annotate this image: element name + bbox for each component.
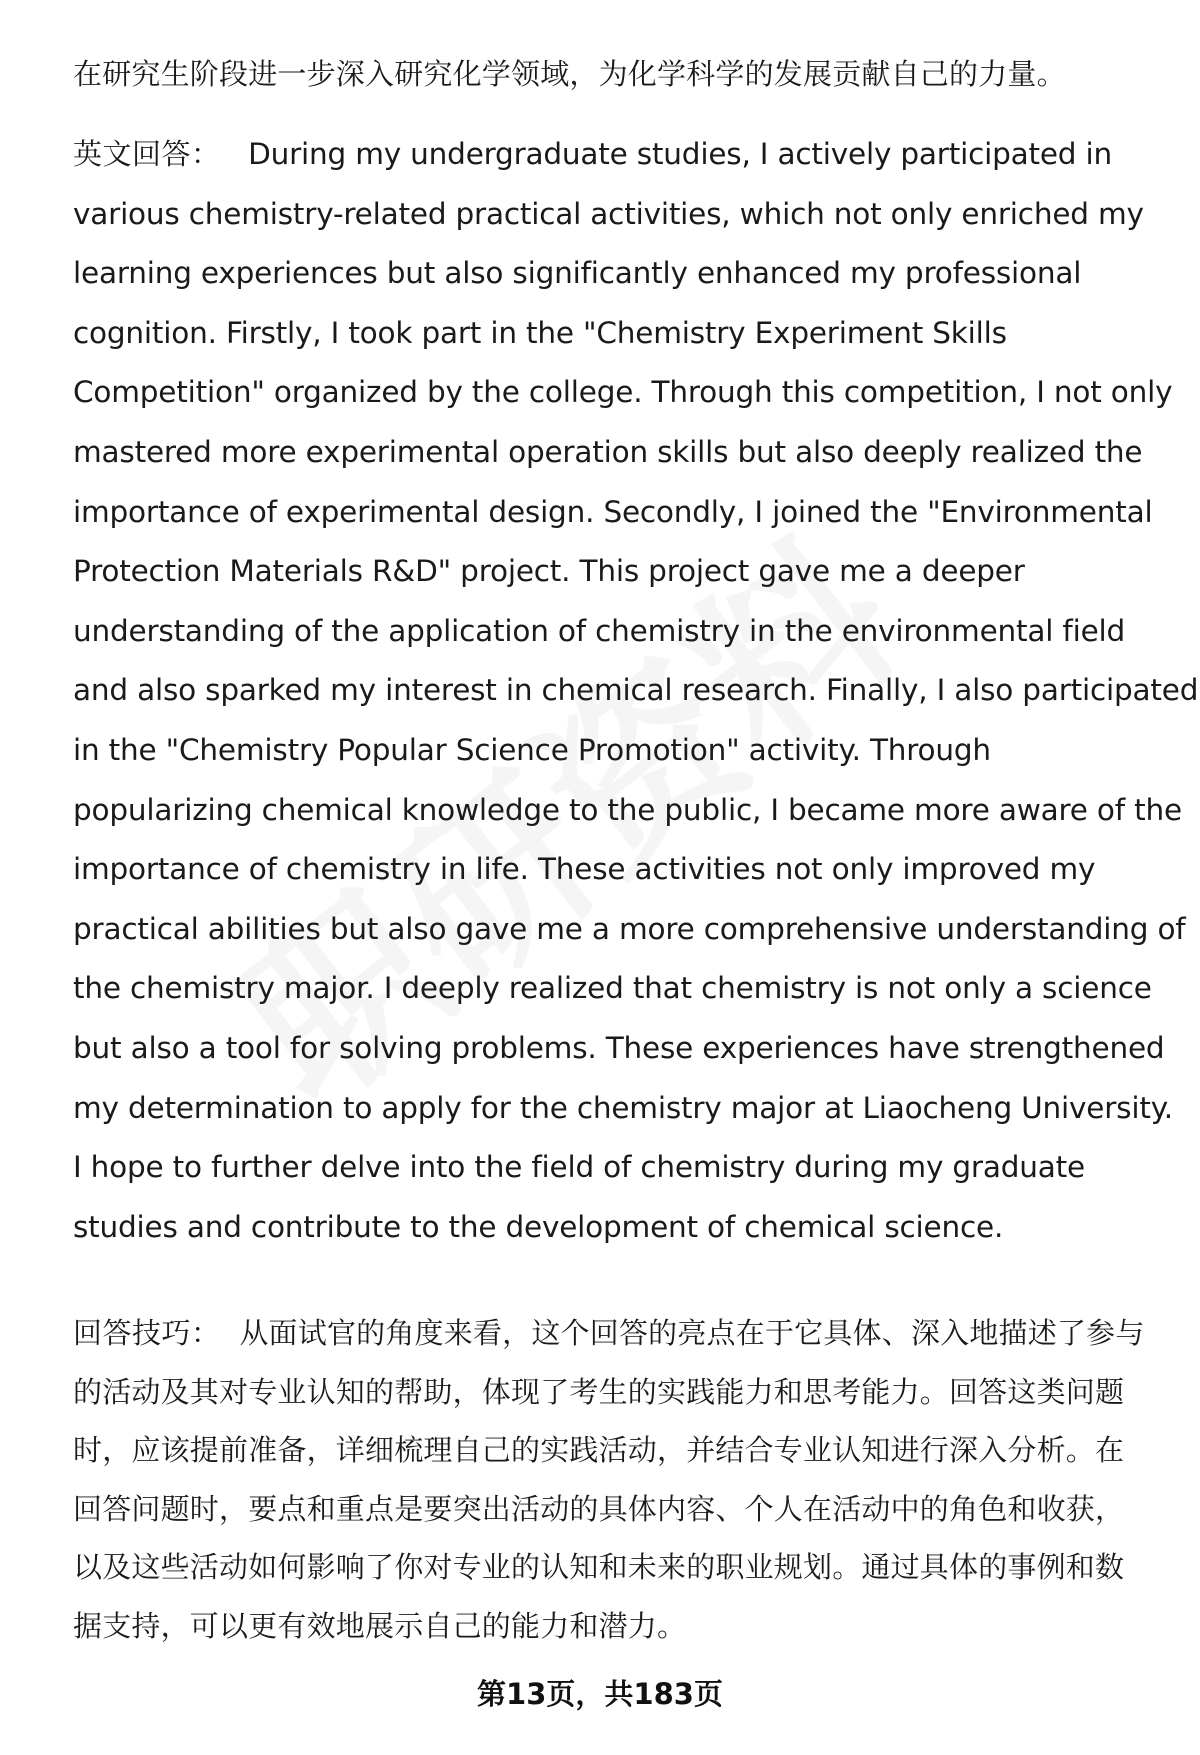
answer-tips-line: 以及这些活动如何影响了你对专业的认知和未来的职业规划。通过具体的事例和数	[73, 1550, 1125, 1584]
english-answer-line: 英文回答： During my undergraduate studies, I actively participated in	[73, 137, 1113, 171]
english-answer-line: the chemistry major. I deeply realized that chemistry is not only a science	[73, 971, 1152, 1006]
page-number-footer: 第13页，共183页	[477, 1677, 723, 1711]
answer-tips-line: 回答技巧： 从面试官的角度来看，这个回答的亮点在于它具体、深入地描述了参与	[73, 1316, 1145, 1350]
intro-line: 在研究生阶段进一步深入研究化学领域，为化学科学的发展贡献自己的力量。	[73, 57, 1066, 91]
english-answer-line: and also sparked my interest in chemical research. Finally, I also participated	[73, 673, 1199, 708]
english-answer-line: my determination to apply for the chemistry major at Liaocheng University.	[73, 1090, 1173, 1125]
answer-tips-paragraph	[73, 1304, 1165, 1655]
answer-tips-line: 据支持，可以更有效地展示自己的能力和潜力。	[73, 1608, 687, 1643]
english-answer-line: importance of chemistry in life. These activities not only improved my	[73, 852, 1096, 887]
english-answer-line: practical abilities but also gave me a more comprehensive understanding of	[73, 911, 1186, 946]
english-answer-line: learning experiences but also significantly enhanced my professional	[73, 256, 1082, 291]
intro-paragraph	[73, 45, 1165, 104]
answer-tips-line: 时，应该提前准备，详细梳理自己的实践活动，并结合专业认知进行深入分析。在	[73, 1433, 1125, 1467]
english-answer-paragraph	[73, 125, 1199, 1257]
english-answer-line: I hope to further delve into the field of chemistry during my graduate	[73, 1150, 1085, 1185]
answer-tips-line: 的活动及其对专业认知的帮助，体现了考生的实践能力和思考能力。回答这类问题	[73, 1374, 1125, 1409]
english-answer-line: importance of experimental design. Secondly, I joined the "Environmental	[73, 494, 1153, 529]
english-answer-line: mastered more experimental operation skills but also deeply realized the	[73, 434, 1143, 469]
english-answer-line: cognition. Firstly, I took part in the "Chemistry Experiment Skills	[73, 315, 1007, 350]
english-answer-line: studies and contribute to the development of chemical science.	[73, 1209, 1004, 1244]
english-answer-line: Protection Materials R&D" project. This project gave me a deeper	[73, 554, 1025, 589]
answer-tips-label: 回答技巧：	[73, 1316, 221, 1350]
answer-tips-line: 回答问题时，要点和重点是要突出活动的具体内容、个人在活动中的角色和收获，	[73, 1491, 1125, 1526]
english-answer-line: various chemistry-related practical activities, which not only enriched my	[73, 196, 1144, 231]
english-answer-line: Competition" organized by the college. Through this competition, I not only	[73, 375, 1173, 410]
english-answer-line: in the "Chemistry Popular Science Promotion" activity. Through	[73, 732, 991, 767]
english-answer-line: popularizing chemical knowledge to the public, I became more aware of the	[73, 792, 1182, 827]
english-answer-line: understanding of the application of chemistry in the environmental field	[73, 613, 1126, 648]
english-answer-label: 英文回答：	[73, 137, 221, 171]
english-answer-line: but also a tool for solving problems. These experiences have strengthened	[73, 1030, 1165, 1065]
